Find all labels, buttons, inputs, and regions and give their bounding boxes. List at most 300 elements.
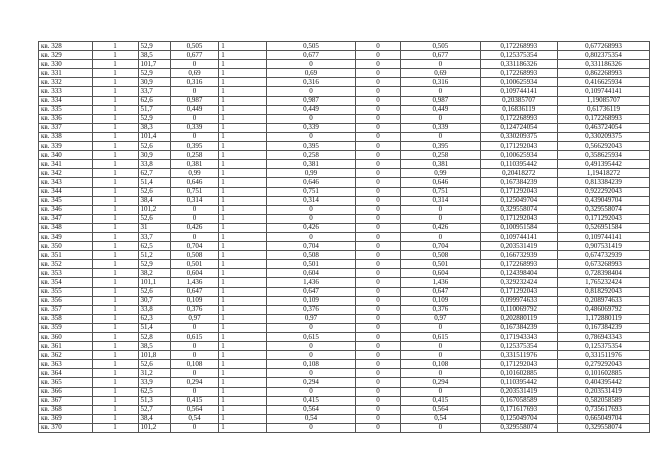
value-a-cell: 0,449 (170, 105, 219, 114)
zero-cell: 0 (355, 178, 400, 187)
table-row (39, 196, 650, 205)
share-cell: 0,167384239 (480, 178, 557, 187)
count-cell: 1 (92, 223, 138, 232)
area-cell: 38,5 (138, 51, 170, 60)
count-cell: 1 (92, 105, 138, 114)
area-cell: 33,9 (138, 378, 170, 387)
total-cell: 0,786943343 (557, 333, 649, 342)
value-b-cell: 0 (266, 369, 355, 378)
value-b-cell: 0,426 (266, 223, 355, 232)
apartment-cell: кв. 367 (39, 396, 93, 405)
total-cell: 0,330209375 (557, 132, 649, 141)
value-a-cell: 0 (170, 132, 219, 141)
coef-cell: 1 (219, 387, 267, 396)
apartment-cell: кв. 341 (39, 160, 93, 169)
coef-cell: 1 (219, 132, 267, 141)
apartment-cell: кв. 353 (39, 269, 93, 278)
total-cell: 0,677268993 (557, 42, 649, 51)
count-cell: 1 (92, 296, 138, 305)
zero-cell: 0 (355, 414, 400, 423)
zero-cell: 0 (355, 160, 400, 169)
count-cell: 1 (92, 269, 138, 278)
coef-cell: 1 (219, 78, 267, 87)
total-cell: 0,404395442 (557, 378, 649, 387)
value-a-cell: 0 (170, 351, 219, 360)
value-c-cell: 0,604 (401, 269, 481, 278)
total-cell: 0,728398404 (557, 269, 649, 278)
coef-cell: 1 (219, 196, 267, 205)
share-cell: 0,125375354 (480, 51, 557, 60)
area-cell: 30,9 (138, 78, 170, 87)
table-row (39, 205, 650, 214)
table-row (39, 42, 650, 51)
value-c-cell: 0,415 (401, 396, 481, 405)
share-cell: 0,203531419 (480, 242, 557, 251)
table-row (39, 69, 650, 78)
value-a-cell: 0,987 (170, 96, 219, 105)
value-c-cell: 0,564 (401, 405, 481, 414)
count-cell: 1 (92, 78, 138, 87)
area-cell: 62,5 (138, 242, 170, 251)
share-cell: 0,330209375 (480, 132, 557, 141)
coef-cell: 1 (219, 305, 267, 314)
total-cell: 0,818292043 (557, 287, 649, 296)
total-cell: 0,172268993 (557, 114, 649, 123)
value-b-cell: 0 (266, 342, 355, 351)
zero-cell: 0 (355, 87, 400, 96)
coef-cell: 1 (219, 351, 267, 360)
value-a-cell: 0,339 (170, 123, 219, 132)
total-cell: 0,673268993 (557, 260, 649, 269)
zero-cell: 0 (355, 105, 400, 114)
area-cell: 52,6 (138, 142, 170, 151)
value-b-cell: 0,395 (266, 142, 355, 151)
value-a-cell: 0,376 (170, 305, 219, 314)
value-c-cell: 0,704 (401, 242, 481, 251)
coef-cell: 1 (219, 414, 267, 423)
apartment-cell: кв. 360 (39, 333, 93, 342)
value-a-cell: 0,54 (170, 414, 219, 423)
value-c-cell: 0,376 (401, 305, 481, 314)
count-cell: 1 (92, 278, 138, 287)
zero-cell: 0 (355, 269, 400, 278)
area-cell: 51,4 (138, 178, 170, 187)
count-cell: 1 (92, 151, 138, 160)
value-a-cell: 0 (170, 60, 219, 69)
area-cell: 52,6 (138, 214, 170, 223)
coef-cell: 1 (219, 105, 267, 114)
value-a-cell: 0,646 (170, 178, 219, 187)
table-row (39, 387, 650, 396)
value-b-cell: 0 (266, 323, 355, 332)
coef-cell: 1 (219, 42, 267, 51)
apartment-cell: кв. 331 (39, 69, 93, 78)
total-cell: 0,61736119 (557, 105, 649, 114)
coef-cell: 1 (219, 114, 267, 123)
zero-cell: 0 (355, 305, 400, 314)
count-cell: 1 (92, 396, 138, 405)
value-a-cell: 0,69 (170, 69, 219, 78)
apartment-cell: кв. 329 (39, 51, 93, 60)
count-cell: 1 (92, 232, 138, 241)
value-b-cell: 0,987 (266, 96, 355, 105)
value-a-cell: 1,436 (170, 278, 219, 287)
value-b-cell: 0 (266, 351, 355, 360)
value-c-cell: 0 (401, 60, 481, 69)
count-cell: 1 (92, 369, 138, 378)
value-b-cell: 0 (266, 87, 355, 96)
value-c-cell: 0 (401, 342, 481, 351)
value-a-cell: 0,426 (170, 223, 219, 232)
count-cell: 1 (92, 351, 138, 360)
table-row (39, 242, 650, 251)
value-c-cell: 0 (401, 232, 481, 241)
table-row (39, 169, 650, 178)
coef-cell: 1 (219, 223, 267, 232)
share-cell: 0,202880119 (480, 314, 557, 323)
value-c-cell: 0,647 (401, 287, 481, 296)
table-row (39, 360, 650, 369)
zero-cell: 0 (355, 60, 400, 69)
zero-cell: 0 (355, 378, 400, 387)
value-b-cell: 0 (266, 232, 355, 241)
value-c-cell: 0 (401, 369, 481, 378)
value-c-cell: 0 (401, 114, 481, 123)
value-b-cell: 0,316 (266, 78, 355, 87)
value-b-cell: 0,677 (266, 51, 355, 60)
value-c-cell: 0,314 (401, 196, 481, 205)
table-row (39, 142, 650, 151)
area-cell: 52,9 (138, 260, 170, 269)
value-b-cell: 0 (266, 132, 355, 141)
value-c-cell: 0,54 (401, 414, 481, 423)
value-b-cell: 0 (266, 214, 355, 223)
value-b-cell: 0 (266, 387, 355, 396)
share-cell: 0,101602885 (480, 369, 557, 378)
total-cell: 0,582058589 (557, 396, 649, 405)
value-c-cell: 0,99 (401, 169, 481, 178)
share-cell: 0,124724054 (480, 123, 557, 132)
value-a-cell: 0,647 (170, 287, 219, 296)
value-b-cell: 0 (266, 60, 355, 69)
value-a-cell: 0 (170, 87, 219, 96)
total-cell: 0,463724054 (557, 123, 649, 132)
zero-cell: 0 (355, 278, 400, 287)
apartment-cell: кв. 349 (39, 232, 93, 241)
value-c-cell: 0,751 (401, 187, 481, 196)
value-a-cell: 0 (170, 342, 219, 351)
value-c-cell: 0 (401, 351, 481, 360)
apartment-cell: кв. 369 (39, 414, 93, 423)
count-cell: 1 (92, 405, 138, 414)
area-cell: 31,2 (138, 369, 170, 378)
value-c-cell: 0 (401, 387, 481, 396)
share-cell: 0,100625934 (480, 78, 557, 87)
table-row (39, 378, 650, 387)
value-c-cell: 0,258 (401, 151, 481, 160)
count-cell: 1 (92, 314, 138, 323)
value-c-cell: 0,508 (401, 251, 481, 260)
share-cell: 0,331186326 (480, 60, 557, 69)
area-cell: 101,1 (138, 278, 170, 287)
area-cell: 38,5 (138, 342, 170, 351)
apartment-cell: кв. 338 (39, 132, 93, 141)
table-row (39, 287, 650, 296)
value-a-cell: 0 (170, 323, 219, 332)
area-cell: 52,8 (138, 333, 170, 342)
share-cell: 0,20418272 (480, 169, 557, 178)
apartment-cell: кв. 340 (39, 151, 93, 160)
table-row (39, 251, 650, 260)
area-cell: 101,2 (138, 205, 170, 214)
apartment-cell: кв. 334 (39, 96, 93, 105)
share-cell: 0,171292043 (480, 187, 557, 196)
apartment-cell: кв. 368 (39, 405, 93, 414)
share-cell: 0,329558074 (480, 423, 557, 432)
area-cell: 101,2 (138, 423, 170, 432)
coef-cell: 1 (219, 69, 267, 78)
count-cell: 1 (92, 60, 138, 69)
table-row (39, 405, 650, 414)
value-b-cell: 0,108 (266, 360, 355, 369)
apartment-cell: кв. 366 (39, 387, 93, 396)
count-cell: 1 (92, 260, 138, 269)
total-cell: 1,19418272 (557, 169, 649, 178)
apartment-cell: кв. 335 (39, 105, 93, 114)
table-row (39, 396, 650, 405)
count-cell: 1 (92, 242, 138, 251)
coef-cell: 1 (219, 205, 267, 214)
coef-cell: 1 (219, 142, 267, 151)
value-c-cell: 0,395 (401, 142, 481, 151)
value-b-cell: 0,99 (266, 169, 355, 178)
share-cell: 0,125375354 (480, 342, 557, 351)
coef-cell: 1 (219, 251, 267, 260)
value-b-cell: 1,436 (266, 278, 355, 287)
share-cell: 0,171617693 (480, 405, 557, 414)
share-cell: 0,329558074 (480, 205, 557, 214)
coef-cell: 1 (219, 123, 267, 132)
count-cell: 1 (92, 69, 138, 78)
table-row (39, 278, 650, 287)
share-cell: 0,172268993 (480, 114, 557, 123)
table-row (39, 160, 650, 169)
value-b-cell: 0,54 (266, 414, 355, 423)
value-c-cell: 0,426 (401, 223, 481, 232)
zero-cell: 0 (355, 123, 400, 132)
count-cell: 1 (92, 251, 138, 260)
value-b-cell: 0,501 (266, 260, 355, 269)
coef-cell: 1 (219, 232, 267, 241)
area-cell: 38,4 (138, 414, 170, 423)
total-cell: 0,109744141 (557, 87, 649, 96)
coef-cell: 1 (219, 378, 267, 387)
count-cell: 1 (92, 378, 138, 387)
zero-cell: 0 (355, 314, 400, 323)
value-c-cell: 0 (401, 132, 481, 141)
count-cell: 1 (92, 114, 138, 123)
value-a-cell: 0,751 (170, 187, 219, 196)
value-c-cell: 0,646 (401, 178, 481, 187)
count-cell: 1 (92, 51, 138, 60)
zero-cell: 0 (355, 251, 400, 260)
share-cell: 0,166732939 (480, 251, 557, 260)
value-b-cell: 0 (266, 114, 355, 123)
share-cell: 0,110395442 (480, 160, 557, 169)
value-b-cell: 0,647 (266, 287, 355, 296)
coef-cell: 1 (219, 151, 267, 160)
coef-cell: 1 (219, 278, 267, 287)
total-cell: 0,674732939 (557, 251, 649, 260)
apartment-cell: кв. 354 (39, 278, 93, 287)
value-b-cell: 0,646 (266, 178, 355, 187)
value-c-cell: 0,339 (401, 123, 481, 132)
count-cell: 1 (92, 414, 138, 423)
share-cell: 0,171292043 (480, 360, 557, 369)
zero-cell: 0 (355, 151, 400, 160)
value-b-cell: 0,505 (266, 42, 355, 51)
zero-cell: 0 (355, 223, 400, 232)
share-cell: 0,125049704 (480, 414, 557, 423)
value-a-cell: 0,615 (170, 333, 219, 342)
zero-cell: 0 (355, 242, 400, 251)
zero-cell: 0 (355, 96, 400, 105)
zero-cell: 0 (355, 396, 400, 405)
total-cell: 0,813384239 (557, 178, 649, 187)
value-c-cell: 0,615 (401, 333, 481, 342)
coef-cell: 1 (219, 405, 267, 414)
value-b-cell: 0,751 (266, 187, 355, 196)
area-cell: 51,3 (138, 396, 170, 405)
value-b-cell: 0,415 (266, 396, 355, 405)
share-cell: 0,331511976 (480, 351, 557, 360)
apartment-cell: кв. 346 (39, 205, 93, 214)
value-a-cell: 0,395 (170, 142, 219, 151)
value-a-cell: 0,258 (170, 151, 219, 160)
coef-cell: 1 (219, 87, 267, 96)
value-c-cell: 1,436 (401, 278, 481, 287)
value-a-cell: 0 (170, 114, 219, 123)
value-c-cell: 0,987 (401, 96, 481, 105)
apartment-cell: кв. 339 (39, 142, 93, 151)
value-b-cell: 0,381 (266, 160, 355, 169)
value-a-cell: 0,564 (170, 405, 219, 414)
table-row (39, 132, 650, 141)
coef-cell: 1 (219, 369, 267, 378)
area-cell: 62,3 (138, 314, 170, 323)
coef-cell: 1 (219, 314, 267, 323)
value-c-cell: 0,501 (401, 260, 481, 269)
table-row (39, 214, 650, 223)
value-b-cell: 0,564 (266, 405, 355, 414)
count-cell: 1 (92, 360, 138, 369)
total-cell: 0,486069792 (557, 305, 649, 314)
area-cell: 38,4 (138, 196, 170, 205)
table-row (39, 114, 650, 123)
apartment-cell: кв. 343 (39, 178, 93, 187)
share-cell: 0,171292043 (480, 287, 557, 296)
area-cell: 62,5 (138, 387, 170, 396)
count-cell: 1 (92, 160, 138, 169)
table-row (39, 351, 650, 360)
zero-cell: 0 (355, 342, 400, 351)
total-cell: 0,491395442 (557, 160, 649, 169)
table-row (39, 314, 650, 323)
count-cell: 1 (92, 305, 138, 314)
share-cell: 0,124398404 (480, 269, 557, 278)
area-cell: 33,7 (138, 87, 170, 96)
area-cell: 38,3 (138, 123, 170, 132)
share-cell: 0,100951584 (480, 223, 557, 232)
area-cell: 30,9 (138, 151, 170, 160)
share-cell: 0,110395442 (480, 378, 557, 387)
value-a-cell: 0,505 (170, 42, 219, 51)
value-b-cell: 0,604 (266, 269, 355, 278)
value-c-cell: 0 (401, 87, 481, 96)
value-b-cell: 0,449 (266, 105, 355, 114)
count-cell: 1 (92, 96, 138, 105)
table-row (39, 51, 650, 60)
total-cell: 0,125375354 (557, 342, 649, 351)
coef-cell: 1 (219, 160, 267, 169)
count-cell: 1 (92, 123, 138, 132)
zero-cell: 0 (355, 214, 400, 223)
table-row (39, 105, 650, 114)
value-b-cell: 0,97 (266, 314, 355, 323)
total-cell: 1,172880119 (557, 314, 649, 323)
total-cell: 0,203531419 (557, 387, 649, 396)
apartment-cell: кв. 337 (39, 123, 93, 132)
total-cell: 0,329558074 (557, 205, 649, 214)
value-a-cell: 0 (170, 387, 219, 396)
total-cell: 0,416625934 (557, 78, 649, 87)
count-cell: 1 (92, 142, 138, 151)
area-cell: 62,7 (138, 169, 170, 178)
zero-cell: 0 (355, 333, 400, 342)
value-b-cell: 0,258 (266, 151, 355, 160)
value-b-cell: 0,294 (266, 378, 355, 387)
apartment-cell: кв. 330 (39, 60, 93, 69)
value-c-cell: 0 (401, 423, 481, 432)
zero-cell: 0 (355, 287, 400, 296)
coef-cell: 1 (219, 187, 267, 196)
count-cell: 1 (92, 196, 138, 205)
value-a-cell: 0,316 (170, 78, 219, 87)
share-cell: 0,110069792 (480, 305, 557, 314)
coef-cell: 1 (219, 214, 267, 223)
value-b-cell: 0 (266, 423, 355, 432)
value-b-cell: 0 (266, 205, 355, 214)
zero-cell: 0 (355, 42, 400, 51)
total-cell: 0,101602885 (557, 369, 649, 378)
coef-cell: 1 (219, 96, 267, 105)
value-b-cell: 0,339 (266, 123, 355, 132)
apartment-cell: кв. 362 (39, 351, 93, 360)
value-c-cell: 0,677 (401, 51, 481, 60)
zero-cell: 0 (355, 351, 400, 360)
total-cell: 0,331186326 (557, 60, 649, 69)
area-cell: 52,6 (138, 187, 170, 196)
count-cell: 1 (92, 42, 138, 51)
count-cell: 1 (92, 323, 138, 332)
area-cell: 52,9 (138, 114, 170, 123)
total-cell: 0,439049704 (557, 196, 649, 205)
total-cell: 0,922292043 (557, 187, 649, 196)
apartment-cell: кв. 351 (39, 251, 93, 260)
table-row (39, 423, 650, 432)
value-a-cell: 0,704 (170, 242, 219, 251)
zero-cell: 0 (355, 405, 400, 414)
